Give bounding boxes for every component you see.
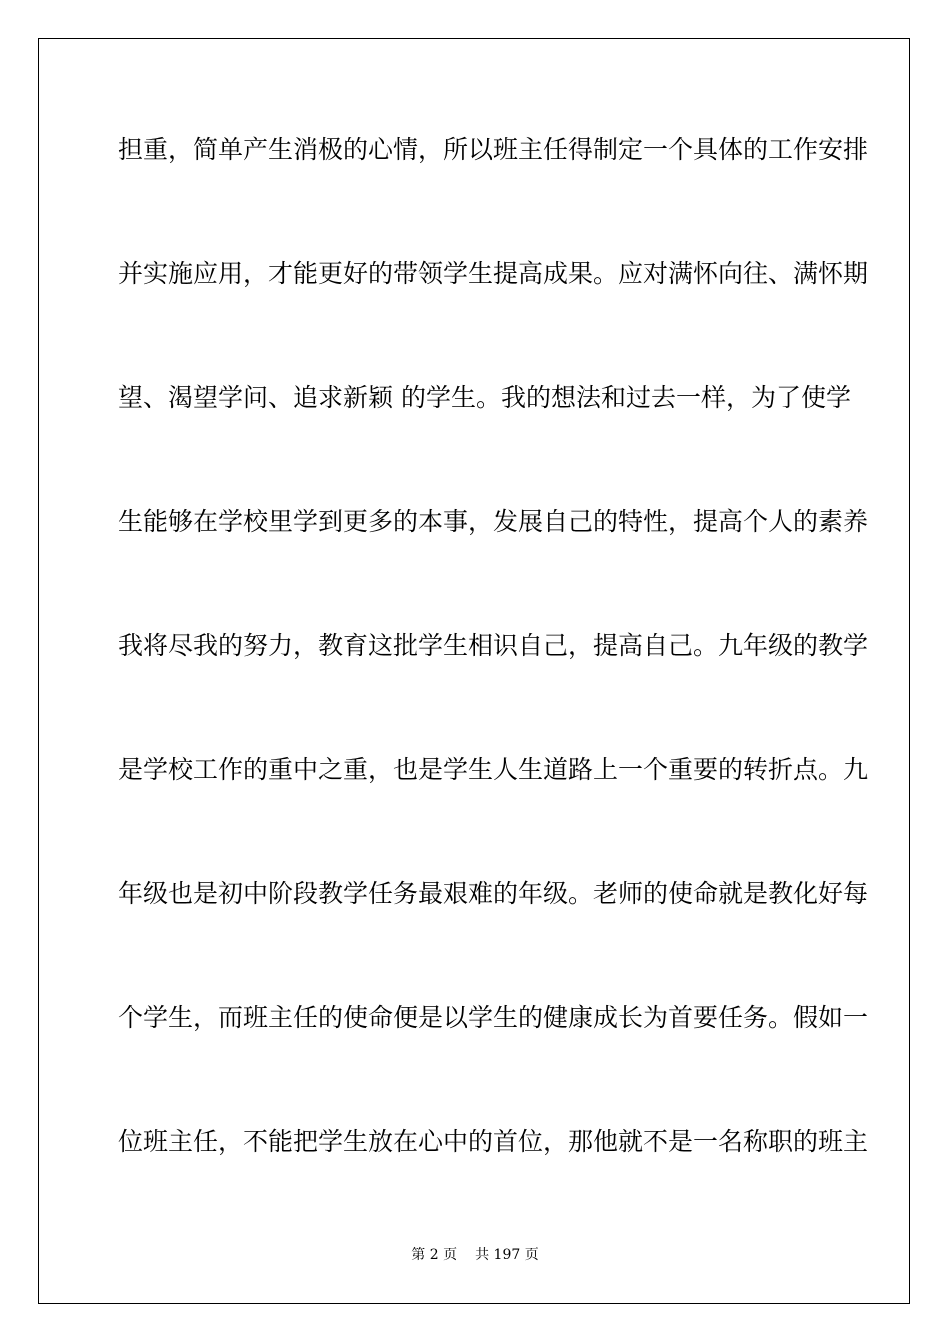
page-footer: [0, 1246, 950, 1264]
body-line-4: 生能够在学校里学到更多的本事，发展自己的特性，提高个人的素养: [118, 507, 869, 536]
body-line-3: 望、渴望学问、追求新颖 的学生。我的想法和过去一样，为了使学: [118, 383, 851, 412]
body-line-2: 并实施应用，才能更好的带领学生提高成果。应对满怀向往、满怀期: [118, 259, 869, 288]
body-line-1: 担重，简单产生消极的心情，所以班主任得制定一个具体的工作安排: [118, 135, 869, 164]
page-total: 共 197 页: [475, 1247, 539, 1263]
page-number: 第 2 页: [411, 1247, 458, 1263]
page-border: [38, 38, 910, 1304]
body-line-7: 年级也是初中阶段教学任务最艰难的年级。老师的使命就是教化好每: [118, 879, 869, 908]
body-line-6: 是学校工作的重中之重，也是学生人生道路上一个重要的转折点。九: [118, 755, 869, 784]
body-line-9: 位班主任，不能把学生放在心中的首位，那他就不是一名称职的班主: [118, 1127, 869, 1156]
body-line-8: 个学生，而班主任的使命便是以学生的健康成长为首要任务。假如一: [118, 1003, 869, 1032]
body-line-5: 我将尽我的努力，教育这批学生相识自己，提高自己。九年级的教学: [118, 631, 869, 660]
